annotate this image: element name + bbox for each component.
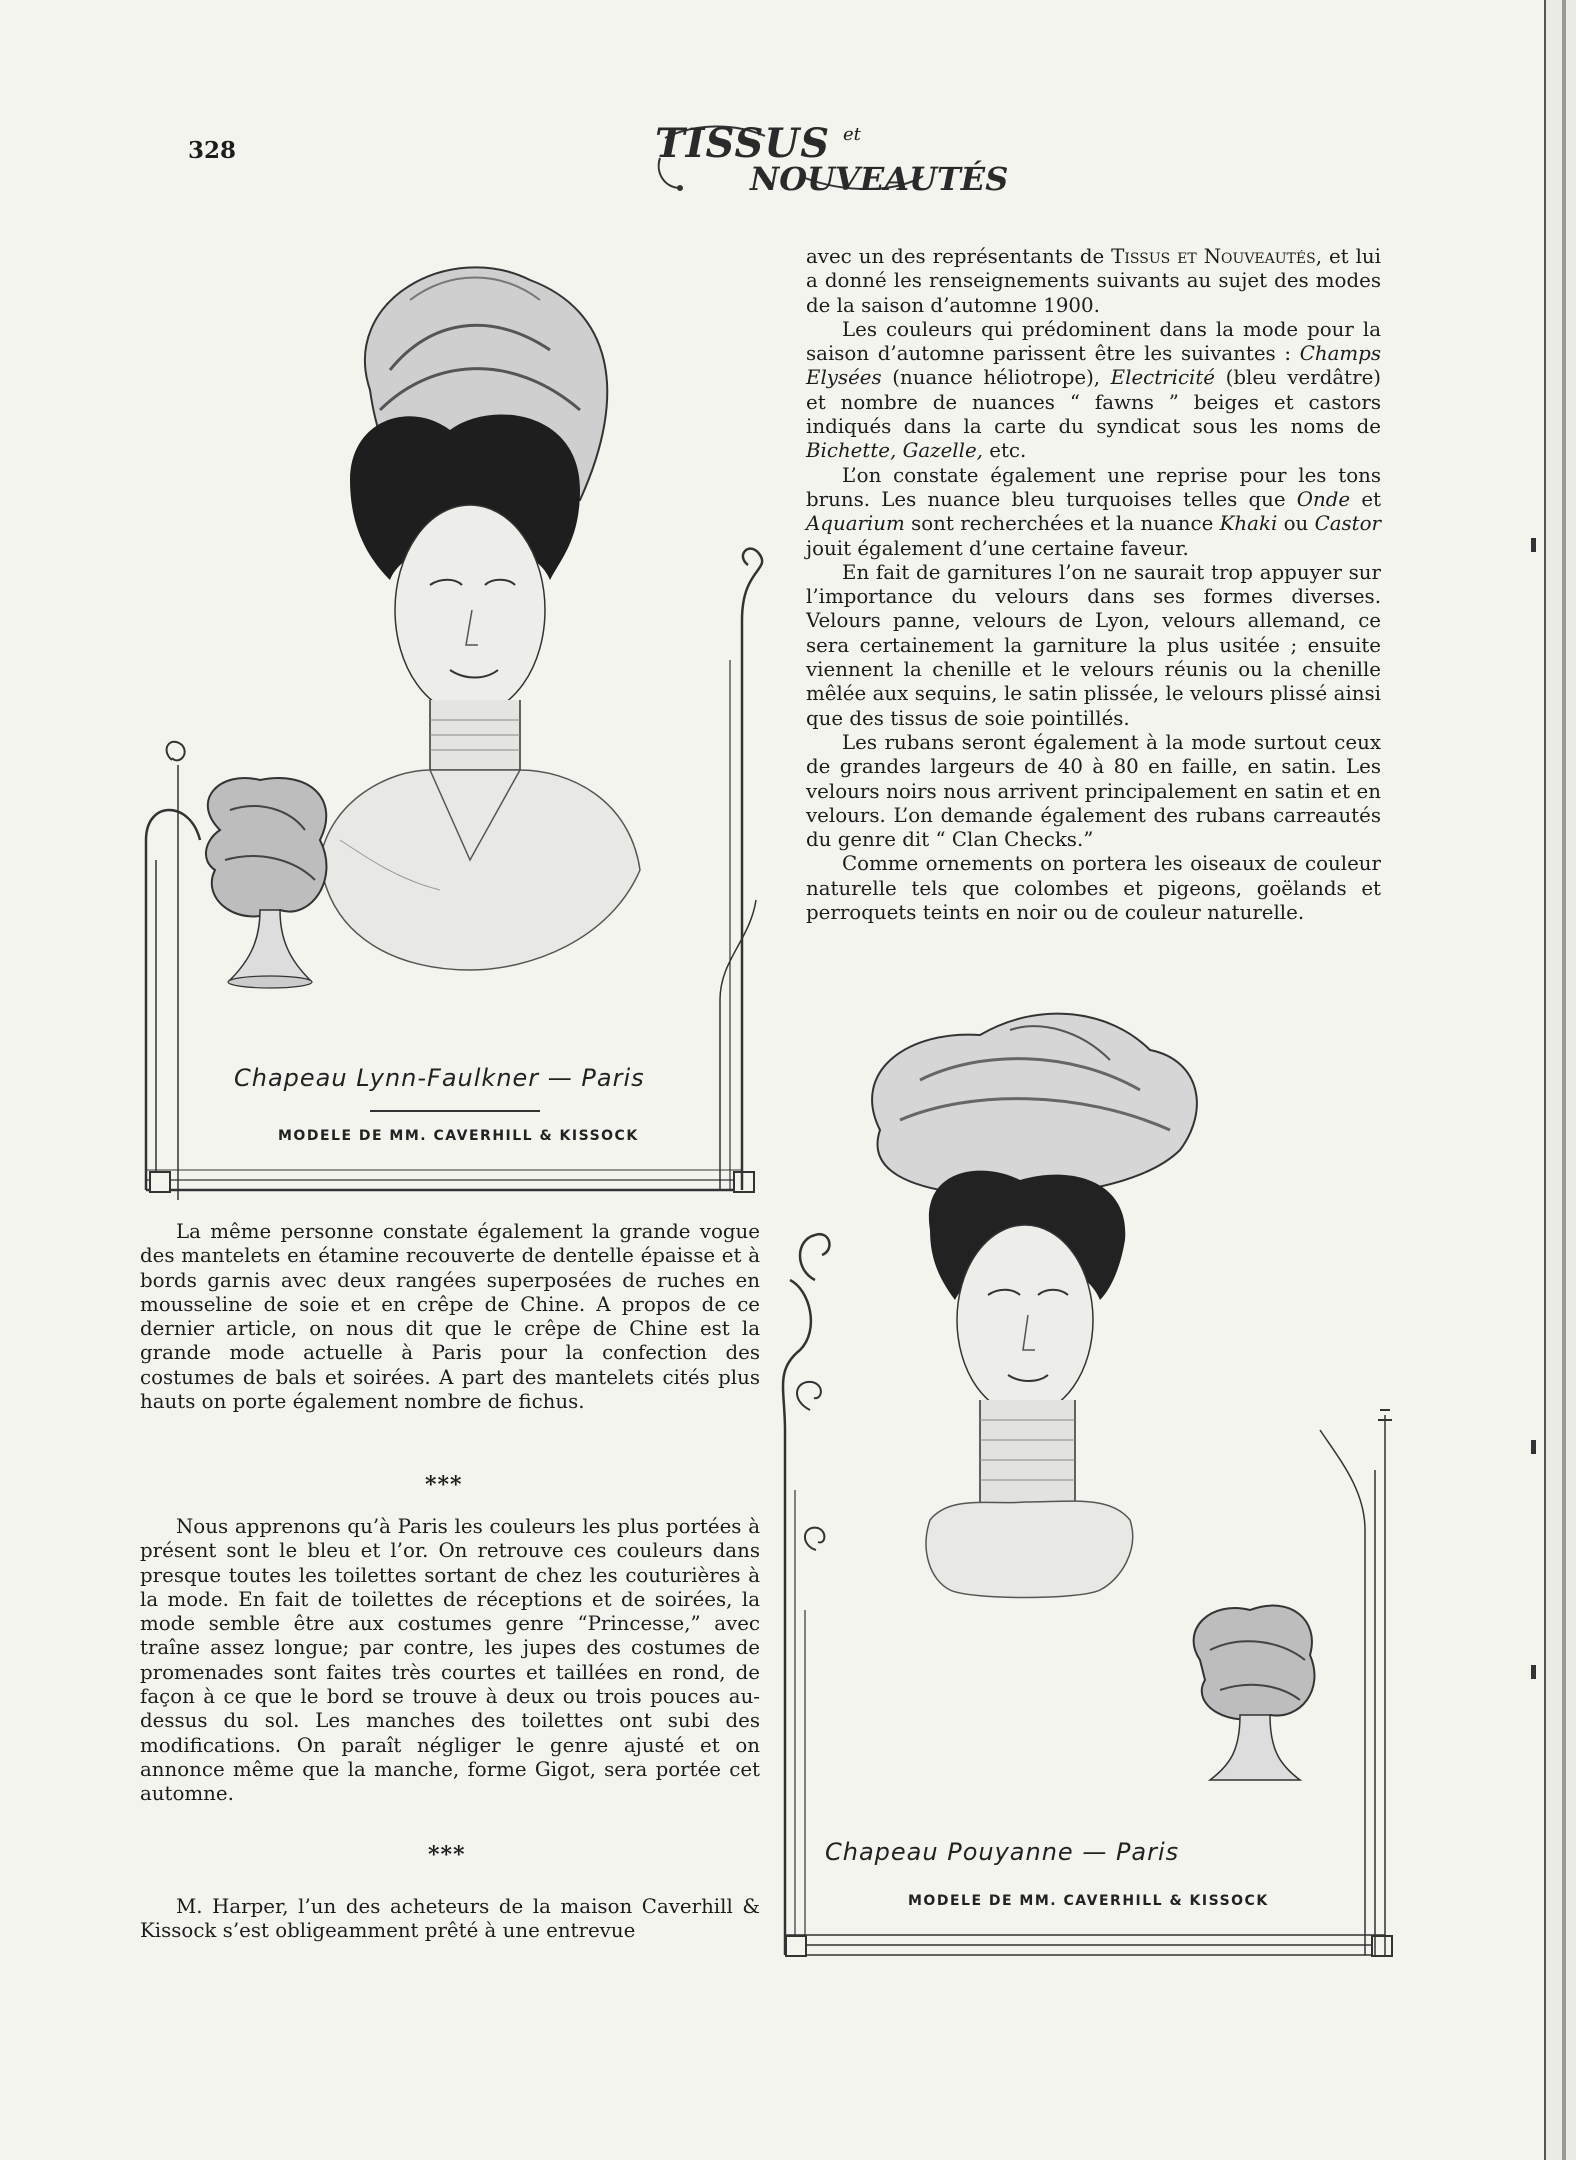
text-run: Onde	[1296, 487, 1351, 511]
text-run: avec un des représentants de	[806, 245, 1112, 268]
paragraph	[806, 561, 1381, 731]
left-column-text	[140, 1895, 760, 1944]
paragraph	[806, 318, 1381, 464]
text-run: Champs Elysées	[806, 342, 1381, 390]
masthead-logo	[655, 118, 1009, 208]
text-run: (nuance héliotrope),	[881, 366, 1111, 390]
margin-mark	[1531, 538, 1536, 552]
text-run: Les rubans seront également à la mode surtout ceux de grandes largeurs de 40 à 80 en faille, en satin. Les velours noirs nous arrivent principalement en satin et en velours. L’on demande également des rubans carreautés du genre dit “ Clan Checks.”	[806, 730, 1381, 852]
paragraph: M. Harper, l’un des acheteurs de la maison Caverhill & Kissock s’est obligeamment prêté à une entrevue	[140, 1895, 760, 1943]
text-run: ou	[1277, 512, 1315, 536]
page-edge	[1544, 0, 1576, 2160]
margin-mark	[1531, 1665, 1536, 1679]
paragraph	[806, 464, 1381, 561]
figure-credit: MODELE DE MM. CAVERHILL & KISSOCK	[908, 1893, 1269, 1909]
masthead-line1: TISSUS	[655, 120, 831, 167]
text-run: Comme ornements on portera les oiseaux de couleur naturelle tels que colombes et pigeons, goëlands et perroquets teints en noir ou de couleur naturelle.	[806, 852, 1381, 925]
paragraph	[806, 245, 1381, 318]
figure-caption: Chapeau Lynn-Faulkner — Paris	[234, 1064, 645, 1092]
figure-pouyanne	[780, 990, 1430, 1970]
text-run: (bleu verdâtre) et nombre de nuances “ fawns ” beiges et castors indiqués dans la carte du syndicat sous les noms de	[806, 366, 1381, 439]
text-run: Tissus et Nouveautés	[1111, 245, 1316, 268]
text-run: et	[1350, 487, 1381, 511]
hat-illustration-2	[780, 990, 1430, 1970]
right-column-text	[806, 245, 1381, 925]
text-run: L’on constate également une reprise pour les tons bruns. Les nuance bleu turquoises telles que	[806, 463, 1381, 511]
paragraph	[806, 852, 1381, 925]
text-run: En fait de garnitures l’on ne saurait trop appuyer sur l’importance du velours dans ses formes diverses. Velours panne, velours de Lyon, velours allemand, ce sera certainement la garniture la plus usitée ; ensuite viennent la chenille et le velours réunis ou la chenille mêlée aux sequins, le satin plissée, le velours plissé ainsi que des tissus de soie pointillés.	[806, 560, 1381, 730]
text-run: Khaki	[1219, 512, 1278, 536]
text-run: Aquarium	[806, 512, 905, 536]
left-column-text	[140, 1515, 760, 1807]
hat-illustration-1	[110, 240, 780, 1200]
margin-mark	[1531, 1440, 1536, 1454]
text-run: , et lui a donné les renseignements suivants au sujet des modes de la saison d’automne 1900.	[806, 245, 1381, 317]
text-run: Bichette, Gazelle,	[806, 439, 983, 463]
text-run: etc.	[982, 439, 1027, 463]
text-run: Les couleurs qui prédominent dans la mode pour la saison d’automne parissent être les suivantes :	[806, 317, 1381, 366]
page-edge-line	[1562, 0, 1566, 2160]
text-run: Electricité	[1110, 366, 1216, 390]
masthead-line2: NOUVEAUTÉS	[750, 160, 1009, 198]
text-run: jouit également d’une certaine faveur.	[806, 536, 1189, 560]
left-column-text	[140, 1220, 760, 1414]
masthead-small: et	[843, 124, 861, 145]
caption-rule	[370, 1110, 540, 1112]
section-separator: ***	[425, 1472, 463, 1498]
text-run: sont recherchées et la nuance	[904, 512, 1220, 536]
figure-credit: MODELE DE MM. CAVERHILL & KISSOCK	[278, 1128, 639, 1144]
figure-lynn-faulkner	[110, 240, 780, 1200]
section-separator: ***	[428, 1842, 466, 1868]
figure-caption: Chapeau Pouyanne — Paris	[825, 1838, 1180, 1866]
paragraph	[806, 731, 1381, 852]
page-number: 328	[188, 137, 237, 164]
text-run: Castor	[1314, 512, 1381, 536]
paragraph: La même personne constate également la grande vogue des mantelets en étamine recouverte de dentelle épaisse et à bords garnis avec deux rangées superposées de ruches en mousseline de soie et en crêpe de Chine. A propos de ce dernier article, on nous dit que le crêpe de Chine est la grande mode actuelle à Paris pour la confection des costumes de bals et soirées. A part des mantelets cités plus hauts on porte également nombre de fichus.	[140, 1220, 760, 1414]
paragraph: Nous apprenons qu’à Paris les couleurs les plus portées à présent sont le bleu et l’or. On retrouve ces couleurs dans presque toutes les toilettes sortant de chez les couturières à la mode. En fait de toilettes de réceptions et de soirées, la mode semble être aux costumes genre “Princesse,” avec traîne assez longue; par contre, les jupes des costumes de promenades sont faites très courtes et taillées en rond, de façon à ce que le bord se trouve à deux ou trois pouces au-dessus du sol. Les manches des toilettes ont subi des modifications. On paraît négliger le genre ajusté et on annonce même que la manche, forme Gigot, sera portée cet automne.	[140, 1515, 760, 1806]
